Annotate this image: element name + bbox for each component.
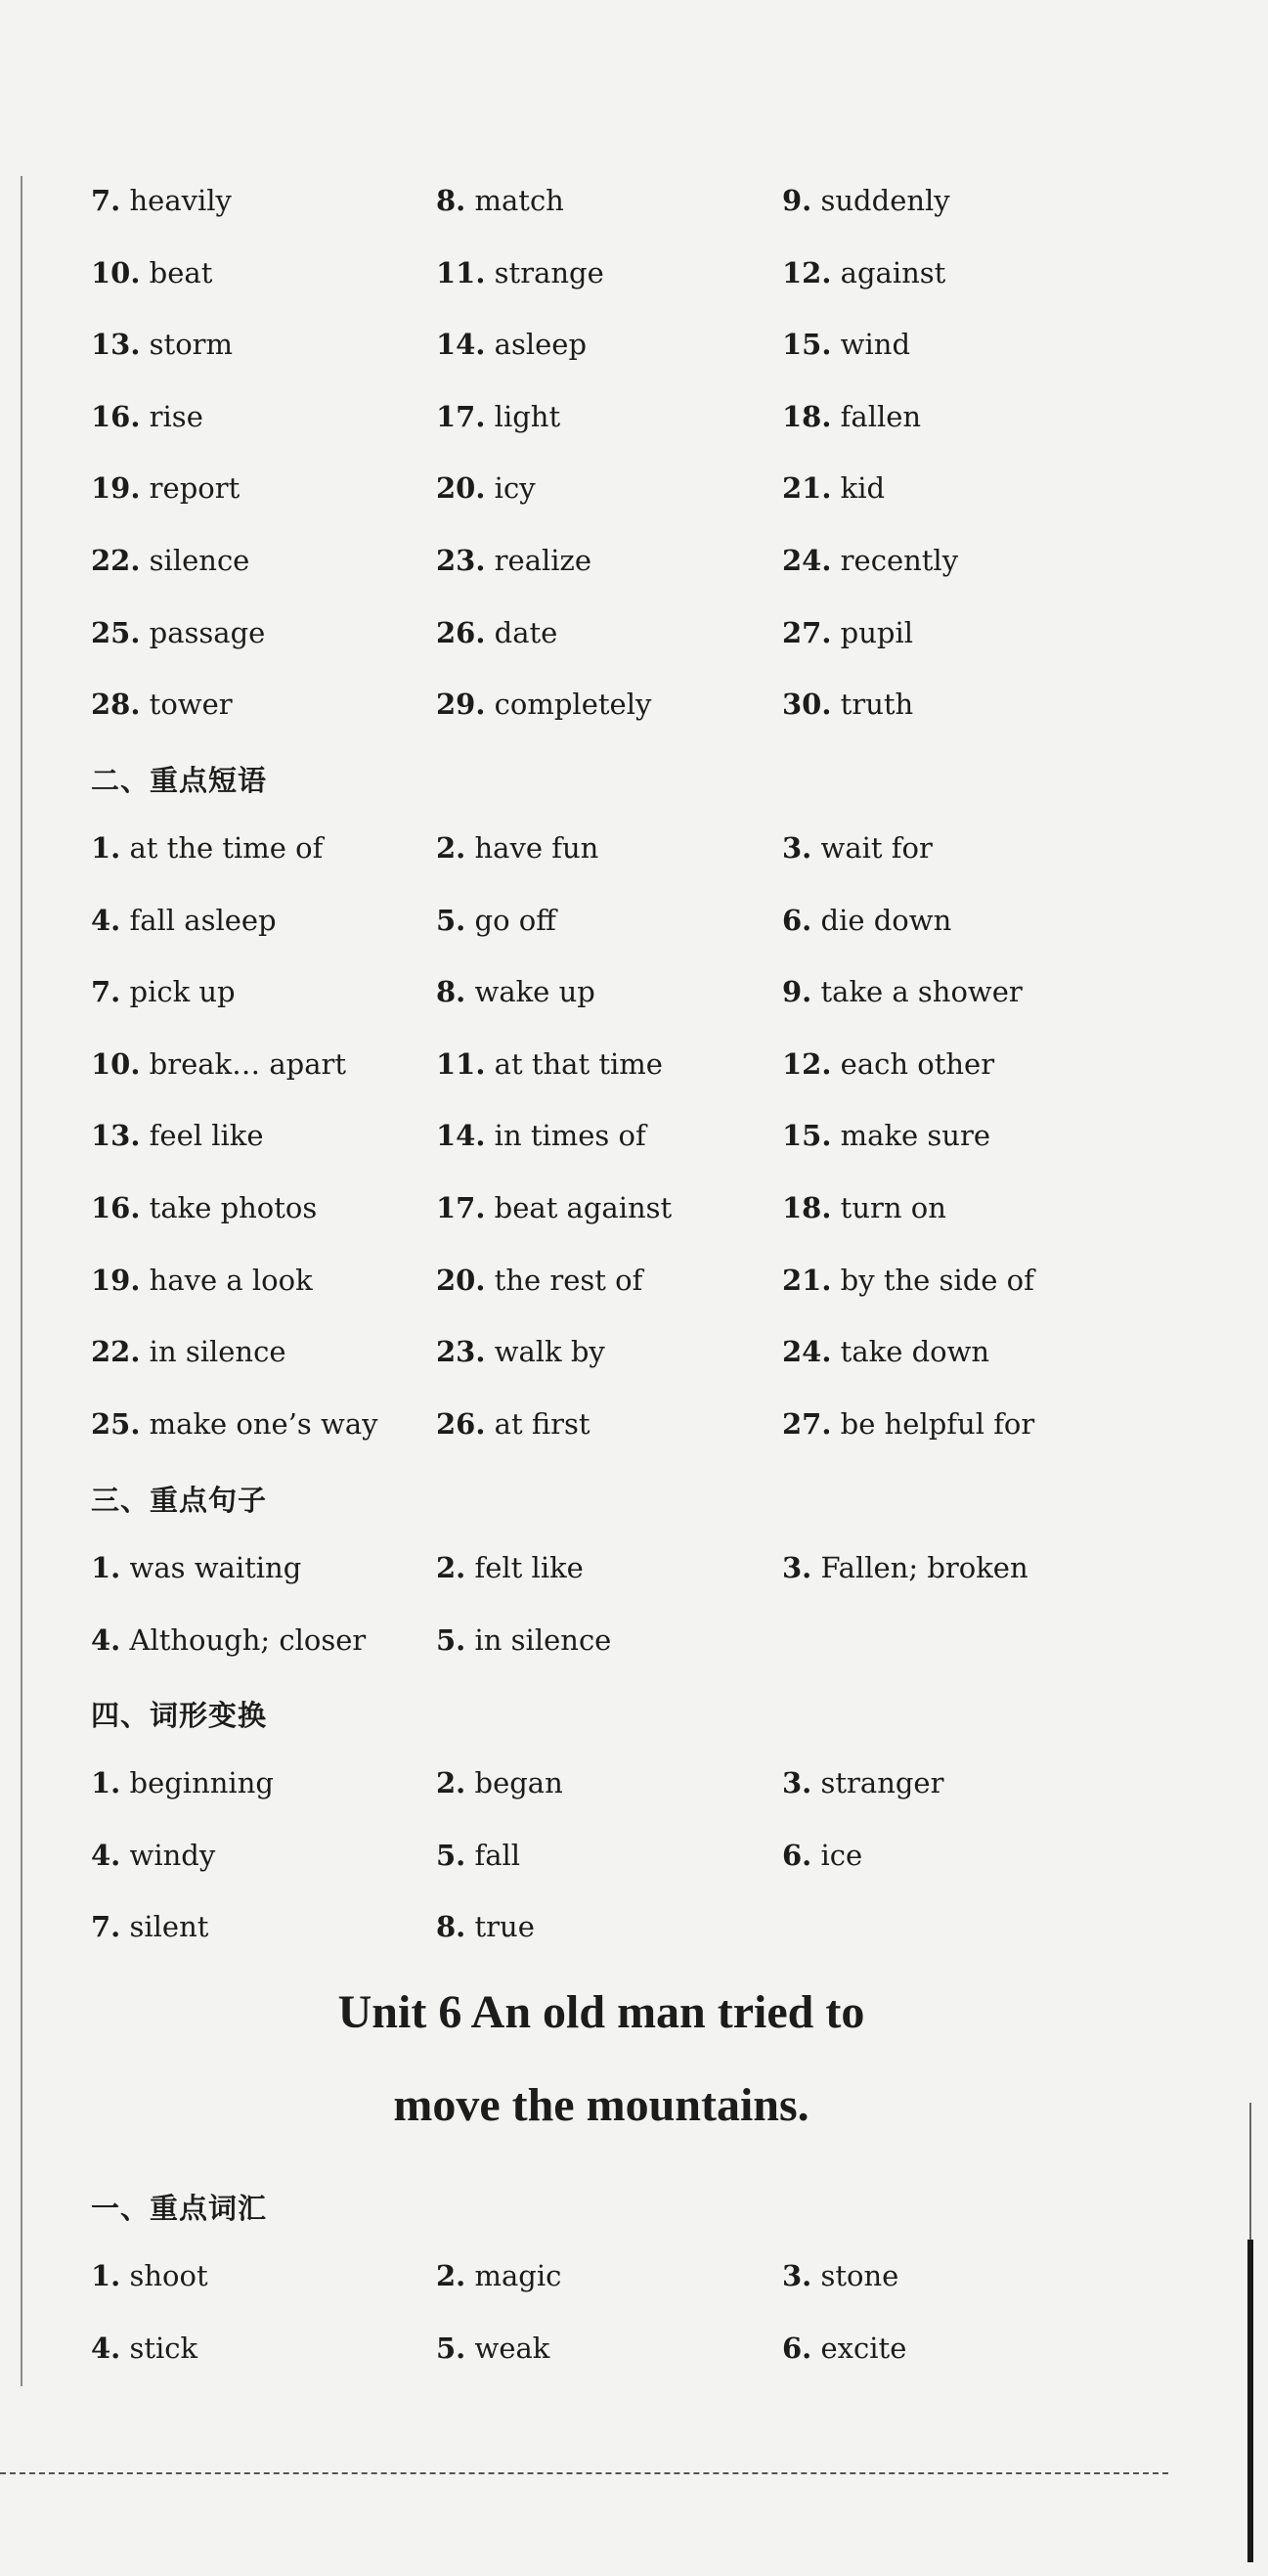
unit6-vocab-item (91, 2332, 197, 2365)
item-answer: feel like (149, 1119, 264, 1153)
item-answer: beat against (494, 1191, 673, 1224)
item-answer: take down (840, 1335, 990, 1369)
vocab-cont-item (436, 471, 536, 505)
item-number: 2. (436, 1766, 466, 1799)
item-number: 9. (782, 184, 812, 217)
vocab-cont-row (0, 328, 1268, 377)
unit6-vocab-item (436, 2332, 549, 2365)
item-answer: truth (840, 688, 914, 722)
item-answer: report (149, 471, 240, 506)
unit6-vocab-row (0, 2259, 1268, 2308)
vocab-cont-item (436, 184, 564, 217)
item-answer: make one’s way (149, 1406, 378, 1441)
phrases-item (436, 1047, 663, 1081)
item-number: 6. (782, 903, 812, 937)
vocab-cont-item (782, 688, 913, 721)
item-number: 7. (91, 1910, 121, 1944)
phrases-item (91, 1047, 346, 1081)
item-number: 20. (436, 1263, 486, 1297)
page-edge-shadow (1249, 2103, 1251, 2240)
unit6-vocab-item (782, 2332, 906, 2365)
vocab-cont-item (782, 256, 945, 289)
item-answer: silent (129, 1910, 209, 1944)
item-number: 28. (91, 688, 141, 722)
item-number: 27. (782, 1406, 832, 1441)
phrases-heading: 二、重点短语 (91, 764, 268, 797)
item-number: 24. (782, 1335, 832, 1369)
item-answer: completely (494, 688, 652, 722)
vocab-cont-item (91, 256, 212, 289)
item-answer: die down (820, 903, 952, 937)
item-number: 25. (91, 1406, 141, 1441)
vocab-cont-item (436, 616, 557, 649)
sentences-item (782, 1551, 1028, 1584)
item-number: 29. (436, 688, 486, 722)
vocab-cont-item (91, 328, 233, 361)
phrases-item (91, 1264, 313, 1297)
item-number: 22. (91, 544, 141, 577)
phrases-item (91, 1119, 264, 1152)
item-answer: silence (149, 544, 250, 577)
item-answer: magic (474, 2259, 562, 2292)
item-answer: began (474, 1766, 563, 1799)
item-answer: fallen (840, 399, 922, 433)
sentences-item (436, 1551, 584, 1584)
item-number: 27. (782, 615, 832, 649)
item-answer: go off (474, 903, 556, 937)
phrases-item (782, 1191, 946, 1224)
vocab-cont-item (436, 544, 591, 577)
item-answer: the rest of (494, 1263, 643, 1297)
item-number: 9. (782, 975, 812, 1009)
item-answer: ice (820, 1838, 863, 1872)
unit-title-line1: Unit 6 An old man tried to (337, 1986, 865, 2038)
phrases-item (782, 975, 1023, 1008)
item-number: 16. (91, 399, 141, 433)
item-number: 23. (436, 544, 486, 577)
unit6-vocab-row (0, 2332, 1268, 2380)
item-number: 13. (91, 1119, 141, 1153)
item-answer: storm (149, 328, 234, 362)
item-answer: in times of (494, 1119, 646, 1153)
phrases-item (782, 1335, 989, 1368)
item-number: 3. (782, 1766, 812, 1799)
item-answer: true (474, 1910, 535, 1944)
phrases-item (782, 1407, 1034, 1441)
item-answer: heavily (129, 184, 232, 217)
item-number: 3. (782, 1551, 812, 1584)
phrases-item (436, 904, 556, 937)
phrases-item (782, 1264, 1034, 1297)
item-answer: each other (840, 1046, 995, 1081)
vocab-cont-item (91, 400, 203, 433)
sentences-heading: 三、重点句子 (91, 1484, 268, 1517)
item-answer: walk by (494, 1335, 605, 1369)
item-number: 26. (436, 1406, 486, 1441)
item-number: 12. (782, 255, 832, 289)
item-number: 2. (436, 1551, 466, 1584)
phrases-row (0, 1407, 1268, 1456)
vocab-cont-row (0, 471, 1268, 520)
item-answer: make sure (840, 1119, 990, 1153)
item-number: 18. (782, 399, 832, 433)
item-answer: pupil (840, 615, 914, 649)
phrases-row (0, 1191, 1268, 1240)
phrases-item (436, 1119, 646, 1152)
phrases-item (436, 1335, 605, 1368)
vocab-cont-item (91, 471, 240, 505)
vocab-cont-item (436, 256, 604, 289)
unit-title-line2: move the mountains. (393, 2079, 809, 2131)
item-answer: at the time of (129, 831, 324, 865)
item-answer: stick (129, 2331, 198, 2365)
item-answer: at first (494, 1406, 590, 1441)
item-answer: be helpful for (840, 1406, 1035, 1441)
sentences-item (91, 1551, 301, 1584)
item-answer: match (474, 184, 564, 217)
item-number: 2. (436, 831, 466, 865)
vocab-cont-row (0, 256, 1268, 305)
phrases-item (91, 1191, 317, 1224)
vocab-cont-item (91, 688, 233, 721)
phrases-row (0, 1264, 1268, 1312)
item-answer: have a look (149, 1263, 313, 1297)
item-answer: in silence (474, 1622, 612, 1657)
item-number: 4. (91, 1622, 121, 1657)
item-answer: against (840, 255, 946, 289)
item-number: 4. (91, 1838, 121, 1872)
item-answer: stone (820, 2259, 899, 2292)
item-number: 8. (436, 975, 466, 1009)
item-answer: shoot (129, 2259, 208, 2292)
item-number: 21. (782, 1263, 832, 1297)
wordforms-item (436, 1839, 520, 1872)
sentences-item (91, 1623, 366, 1657)
item-number: 18. (782, 1191, 832, 1224)
item-number: 12. (782, 1046, 832, 1081)
wordforms-item (782, 1839, 862, 1872)
item-answer: weak (474, 2331, 550, 2365)
item-number: 25. (91, 615, 141, 649)
item-answer: rise (149, 399, 203, 433)
wordforms-item (91, 1839, 215, 1872)
phrases-item (91, 1335, 286, 1368)
item-answer: stranger (820, 1766, 944, 1799)
item-number: 22. (91, 1335, 141, 1369)
item-number: 14. (436, 328, 486, 362)
vocab-cont-item (436, 400, 560, 433)
phrases-row (0, 904, 1268, 953)
wordforms-item (436, 1910, 535, 1943)
item-answer: by the side of (840, 1263, 1034, 1297)
vocab-cont-row (0, 616, 1268, 665)
unit6-vocab-item (436, 2259, 561, 2292)
item-number: 1. (91, 1766, 121, 1799)
phrases-item (436, 1407, 590, 1441)
item-number: 1. (91, 831, 121, 865)
item-answer: felt like (474, 1551, 584, 1584)
item-answer: wake up (474, 975, 595, 1009)
wordforms-item (91, 1910, 208, 1943)
item-answer: realize (494, 544, 591, 577)
item-answer: light (494, 399, 561, 433)
item-answer: wait for (820, 831, 933, 865)
item-number: 1. (91, 2259, 121, 2292)
vocab-cont-item (782, 400, 921, 433)
vocab-cont-item (436, 688, 651, 721)
vocab-cont-item (782, 471, 885, 505)
vocab-cont-row (0, 544, 1268, 593)
phrases-row (0, 975, 1268, 1024)
phrases-item (91, 904, 277, 937)
item-answer: wind (840, 328, 911, 362)
item-number: 6. (782, 2331, 812, 2365)
item-number: 4. (91, 903, 121, 937)
item-answer: pick up (129, 975, 236, 1009)
item-answer: windy (129, 1838, 216, 1872)
item-answer: beat (149, 255, 213, 289)
item-answer: icy (494, 471, 536, 506)
phrases-item (782, 904, 951, 937)
item-answer: date (494, 615, 558, 649)
item-number: 5. (436, 1622, 466, 1657)
phrases-row (0, 831, 1268, 880)
item-number: 4. (91, 2331, 121, 2365)
wordforms-row (0, 1766, 1268, 1815)
phrases-row (0, 1047, 1268, 1096)
vocab-cont-item (782, 184, 950, 217)
item-number: 17. (436, 1191, 486, 1224)
item-number: 1. (91, 1551, 121, 1584)
vocab-cont-item (782, 616, 913, 649)
item-number: 8. (436, 1910, 466, 1944)
phrases-item (91, 831, 323, 865)
item-answer: recently (840, 544, 959, 577)
item-number: 6. (782, 1838, 812, 1872)
phrases-row (0, 1335, 1268, 1384)
item-number: 16. (91, 1191, 141, 1224)
item-answer: Fallen; broken (820, 1551, 1028, 1584)
wordforms-item (436, 1766, 563, 1799)
phrases-item (782, 1119, 990, 1152)
unit6-vocab-heading: 一、重点词汇 (91, 2192, 268, 2225)
vocab-cont-item (782, 544, 958, 577)
item-number: 19. (91, 1263, 141, 1297)
vocab-cont-row (0, 184, 1268, 233)
item-answer: break… apart (149, 1046, 347, 1081)
vocab-cont-item (91, 616, 265, 649)
item-number: 10. (91, 255, 141, 289)
wordforms-row (0, 1839, 1268, 1888)
item-number: 13. (91, 328, 141, 362)
phrases-item (91, 1407, 378, 1441)
item-answer: excite (820, 2331, 907, 2365)
item-number: 5. (436, 903, 466, 937)
unit6-vocab-item (782, 2259, 898, 2292)
item-answer: have fun (474, 831, 599, 865)
phrases-item (782, 1047, 994, 1081)
item-number: 7. (91, 975, 121, 1009)
item-answer: fall (474, 1838, 521, 1872)
item-number: 8. (436, 184, 466, 217)
item-number: 20. (436, 471, 486, 506)
item-number: 30. (782, 688, 832, 722)
sentences-row (0, 1551, 1268, 1600)
sentences-row (0, 1623, 1268, 1672)
item-number: 14. (436, 1119, 486, 1153)
item-answer: strange (494, 255, 604, 289)
item-number: 26. (436, 615, 486, 649)
phrases-item (436, 1191, 672, 1224)
item-number: 15. (782, 328, 832, 362)
wordforms-row (0, 1910, 1268, 1959)
item-answer: was waiting (129, 1551, 302, 1584)
vocab-cont-item (782, 328, 910, 361)
item-number: 23. (436, 1335, 486, 1369)
item-number: 3. (782, 831, 812, 865)
wordforms-item (782, 1766, 943, 1799)
item-number: 21. (782, 471, 832, 506)
wordforms-item (91, 1766, 274, 1799)
item-answer: take photos (149, 1191, 318, 1224)
item-number: 5. (436, 2331, 466, 2365)
item-answer: take a shower (820, 975, 1023, 1009)
cut-dashed-line (0, 2472, 1168, 2474)
item-number: 11. (436, 1046, 486, 1081)
item-number: 7. (91, 184, 121, 217)
phrases-item (782, 831, 933, 865)
item-answer: at that time (494, 1046, 663, 1081)
phrases-item (91, 975, 236, 1008)
sentences-item (436, 1623, 611, 1657)
item-answer: beginning (129, 1766, 274, 1799)
vocab-cont-row (0, 688, 1268, 736)
vocab-cont-item (91, 544, 249, 577)
item-answer: in silence (149, 1335, 286, 1369)
vocab-cont-item (91, 184, 232, 217)
item-number: 3. (782, 2259, 812, 2292)
item-answer: fall asleep (129, 903, 277, 937)
phrases-row (0, 1119, 1268, 1168)
item-number: 17. (436, 399, 486, 433)
phrases-item (436, 975, 595, 1008)
item-answer: Although; closer (129, 1622, 367, 1657)
item-number: 19. (91, 471, 141, 506)
item-answer: passage (149, 615, 266, 649)
item-answer: suddenly (820, 184, 950, 217)
item-answer: tower (149, 688, 233, 722)
unit6-vocab-item (91, 2259, 208, 2292)
wordforms-heading: 四、词形变换 (91, 1699, 268, 1732)
phrases-item (436, 831, 598, 865)
vocab-cont-item (436, 328, 587, 361)
item-answer: asleep (494, 328, 588, 362)
vocab-cont-row (0, 400, 1268, 449)
item-number: 10. (91, 1046, 141, 1081)
phrases-item (436, 1264, 642, 1297)
item-number: 11. (436, 255, 486, 289)
item-answer: turn on (840, 1191, 946, 1224)
item-number: 5. (436, 1838, 466, 1872)
item-number: 15. (782, 1119, 832, 1153)
item-number: 2. (436, 2259, 466, 2292)
item-number: 24. (782, 544, 832, 577)
item-answer: kid (840, 471, 886, 506)
